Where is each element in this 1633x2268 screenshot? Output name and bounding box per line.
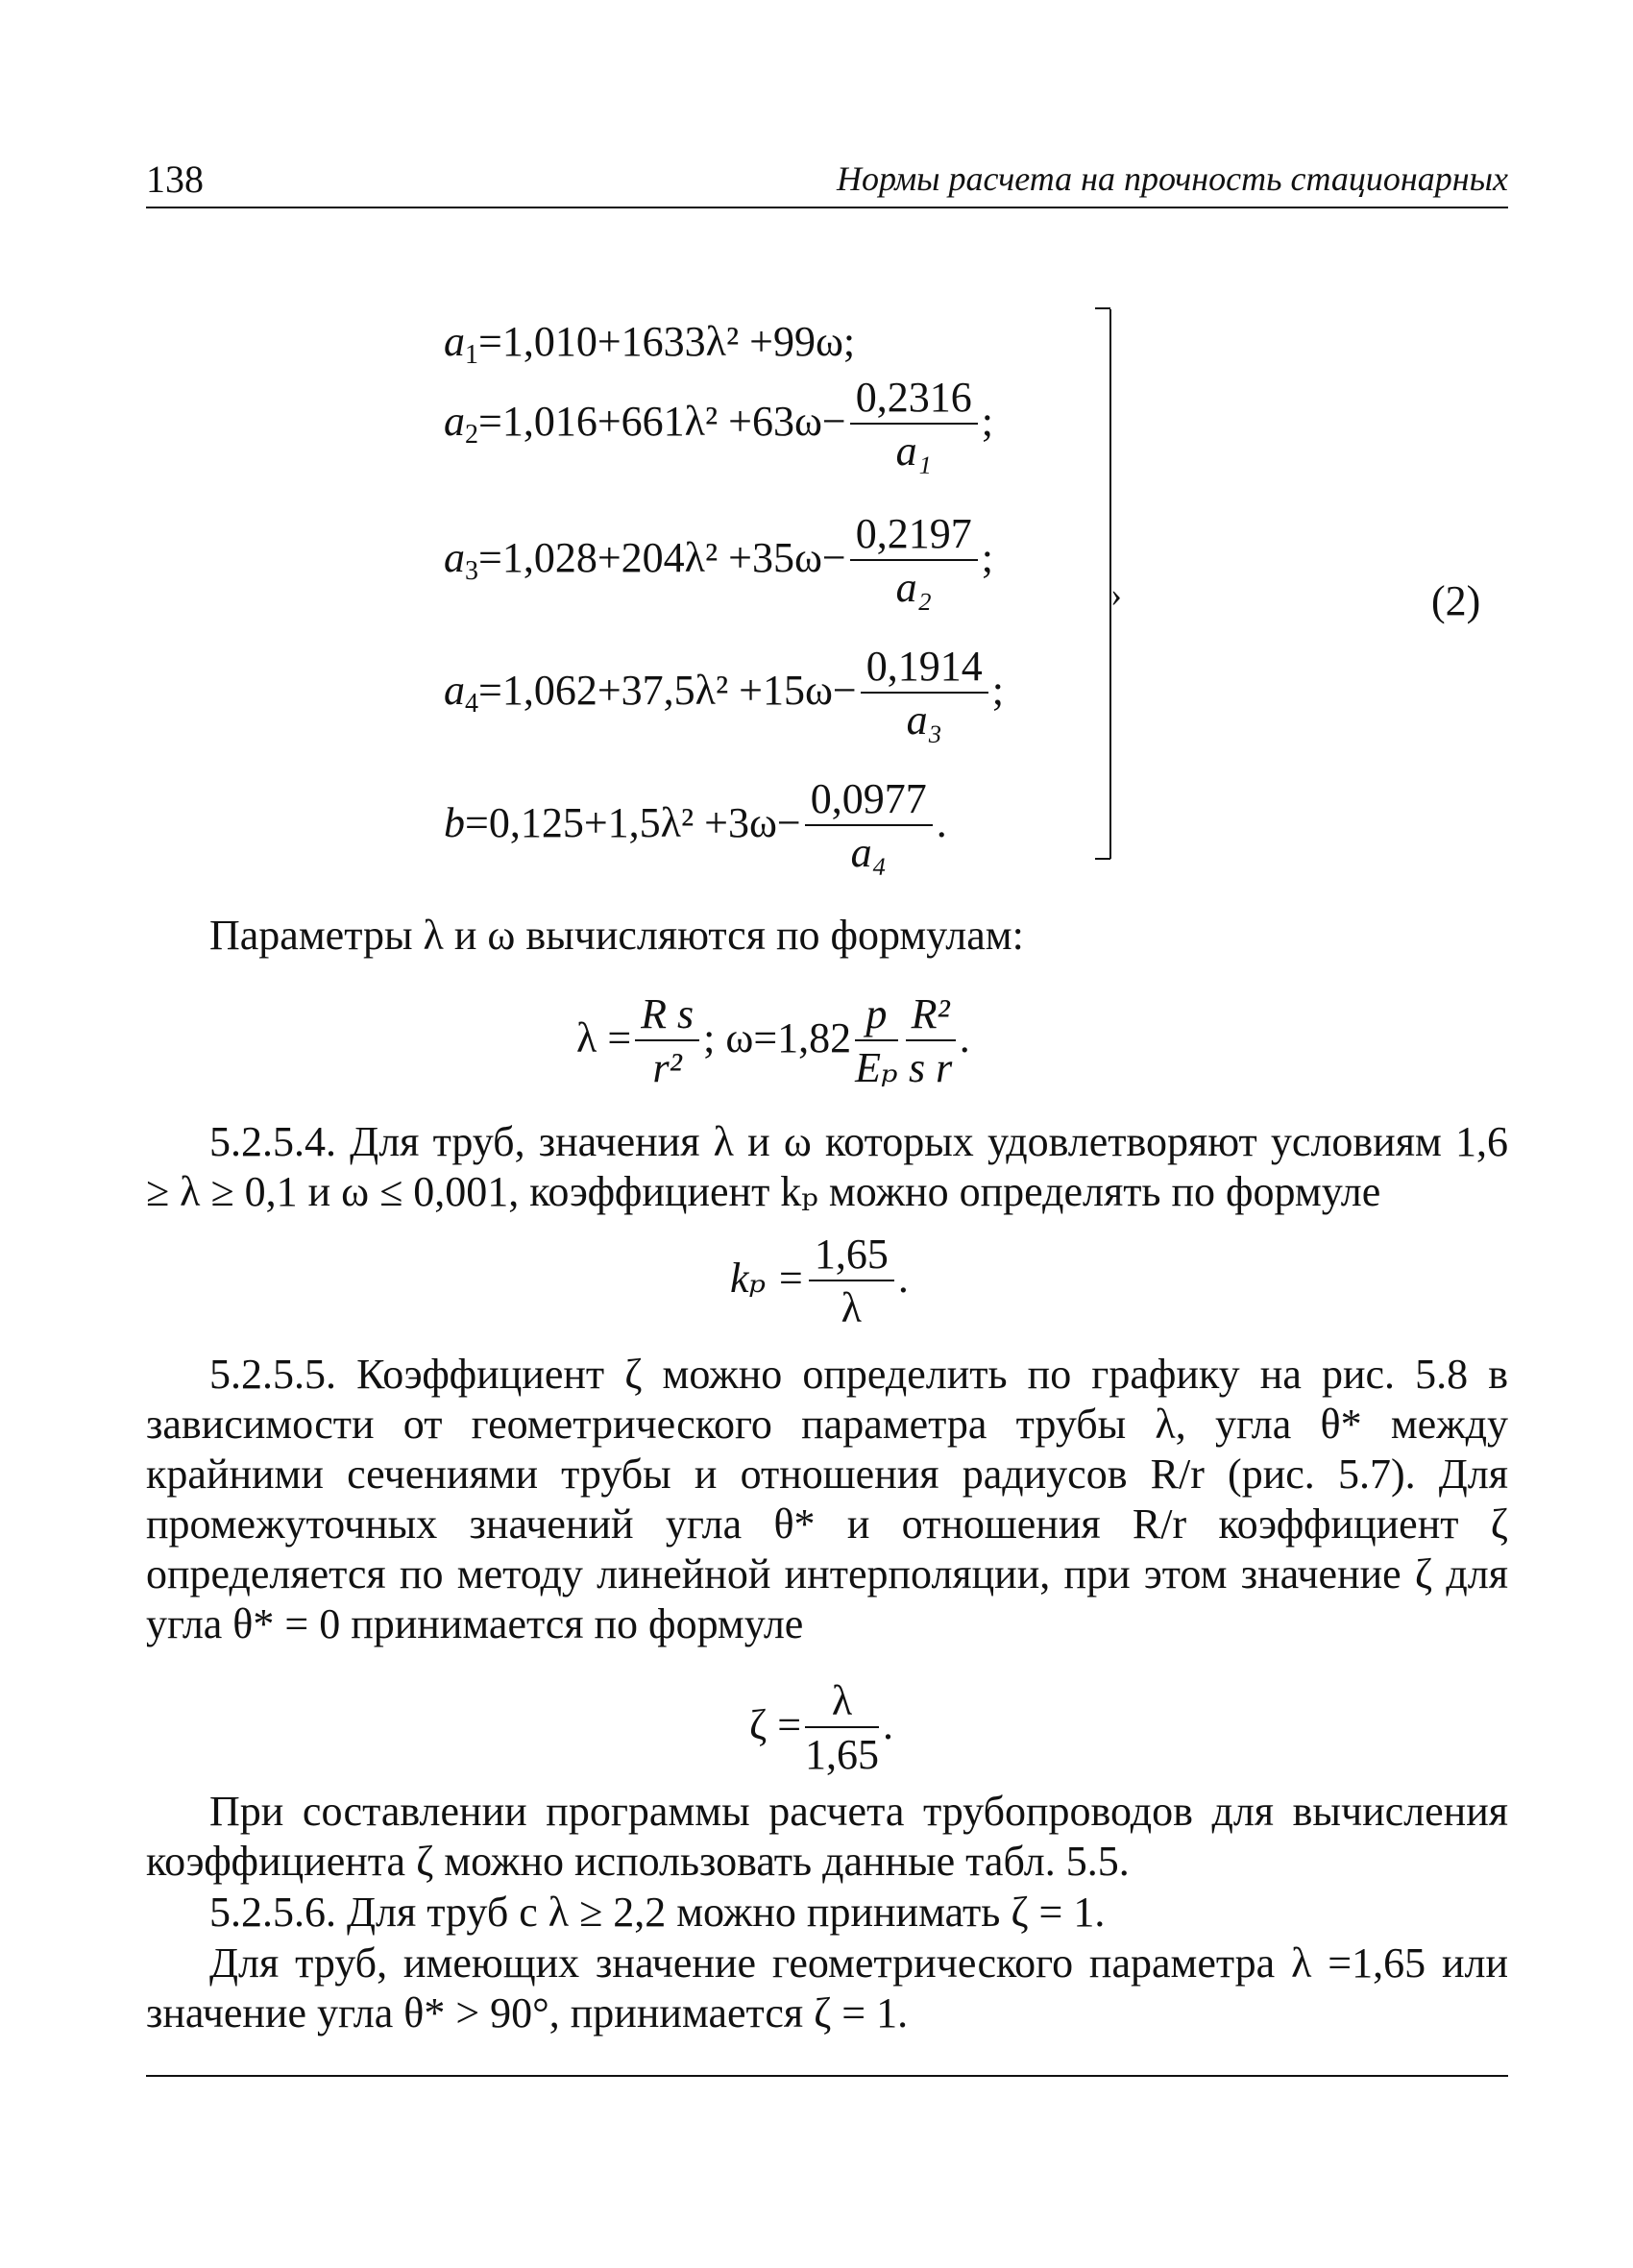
paragraph-final: Для труб, имеющих значение геометрического параметра λ =1,65 или значение угла θ* > 90°, принимается ζ = 1. — [146, 1939, 1508, 2036]
equation-a3: $a_3=1,028+204\lambda^2 +35\omega-$ $\frac{0,2197}{\text{a₂}}$ ; — [444, 510, 993, 611]
brace-bottom — [1095, 858, 1110, 860]
paragraph-5-2-5-5: 5.2.5.5. Коэффициент ζ можно определить по графику на рис. 5.8 в зависимости от геометрического параметра трубы λ, угла θ* между крайними сечениями трубы и отношения радиусов R/r (рис. 5.7). Для промежуточных значений угла θ* и отношения R/r коэффициент ζ определяется по методу линейной интерполяции, при этом значение ζ для угла θ* = 0 принимается по формуле — [146, 1351, 1508, 1647]
formula-zeta: ζ = $\frac{\lambda}{1,65}$ . — [749, 1677, 894, 1778]
paragraph-params: Параметры λ и ω вычисляются по формулам: — [209, 912, 1024, 959]
formula-lambda-omega: λ = $\frac{\text{R s}}{\text{r²}}$ ; ω=1,82 $\frac{p}{\text{Eₚ}}$ $\frac{\text{R²}}{\text{s r}}$ . — [576, 990, 970, 1091]
brace-top — [1095, 307, 1110, 309]
paragraph-5-2-5-6: 5.2.5.6. Для труб с λ ≥ 2,2 можно принимать ζ = 1. — [209, 1889, 1106, 1936]
equation-a4: $a_4=1,062+37,5\lambda^2 +15\omega-$ $\frac{0,1914}{\text{a₃}}$ ; — [444, 643, 1004, 744]
equation-a1: $a_1=1,010+1633\lambda^2 +99\omega$; — [444, 318, 856, 370]
equation-b: b=0,125+1,5λ² +3ω− $\frac{0,0977}{\text{a₄}}$ . — [444, 775, 947, 876]
paragraph-program: При составлении программы расчета трубопроводов для вычисления коэффициента ζ можно использовать данные табл. 5.5. — [146, 1788, 1508, 1885]
header-rule — [146, 207, 1508, 208]
brace-point: › — [1110, 575, 1122, 614]
formula-kp: kₚ = $\frac{1,65}{\lambda}$ . — [730, 1231, 909, 1331]
equation-number: (2) — [1431, 577, 1481, 624]
paragraph-5-2-5-4: 5.2.5.4. Для труб, значения λ и ω которых удовлетворяют условиям 1,6 ≥ λ ≥ 0,1 и ω ≤ 0,001, коэффициент kₚ можно определять по формуле — [146, 1118, 1508, 1215]
footer-rule — [146, 2075, 1508, 2077]
equation-a2: $a_2=1,016+661\lambda^2 +63\omega-$ $\frac{0,2316}{\text{a₁}}$ ; — [444, 374, 993, 475]
page-number: 138 — [146, 158, 204, 201]
running-title: Нормы расчета на прочность стационарных — [837, 159, 1508, 198]
